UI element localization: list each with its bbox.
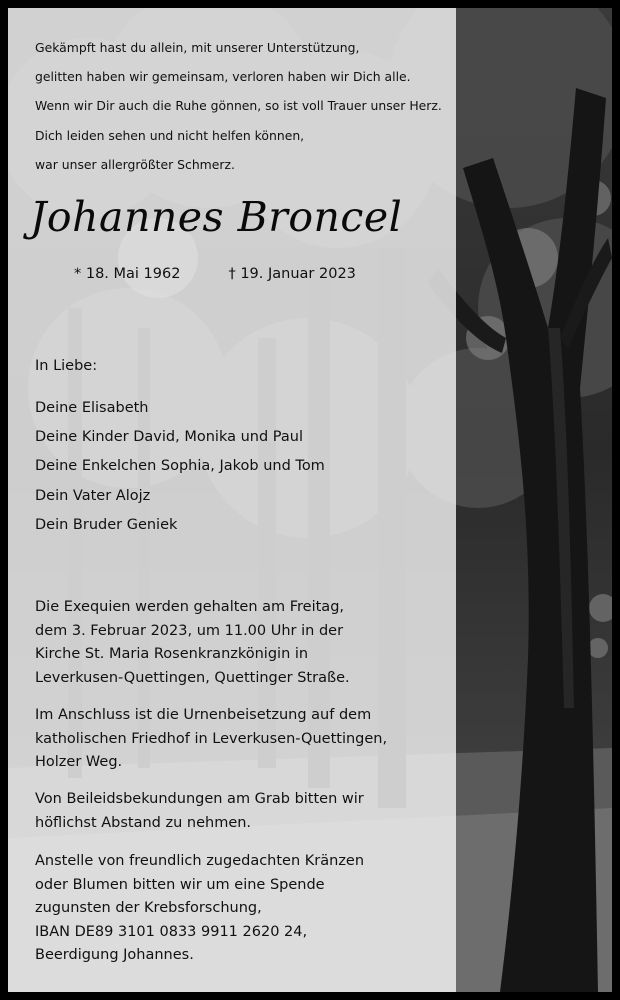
poem-line: Dich leiden sehen und nicht helfen können, <box>35 127 305 143</box>
birth-date: * 18. Mai 1962 <box>74 266 181 282</box>
notice-line: zugunsten der Krebsforschung, <box>35 900 262 917</box>
notice-line: Von Beileidsbekundungen am Grab bitten wir <box>35 791 364 807</box>
death-date: † 19. Januar 2023 <box>228 266 356 282</box>
notice-line: IBAN DE89 3101 0833 9911 2620 24, <box>35 923 308 940</box>
notice-line: dem 3. Februar 2023, um 11.00 Uhr in der <box>35 622 344 639</box>
condolence-notice <box>35 788 364 835</box>
mourners-intro: In Liebe: <box>35 358 98 374</box>
mourner: Dein Vater Alojz <box>35 487 151 504</box>
deceased-name: Johannes Broncel <box>30 193 403 241</box>
poem <box>35 33 442 179</box>
mourners-list <box>35 394 325 540</box>
mourner: Dein Bruder Geniek <box>35 516 178 533</box>
burial-notice <box>35 704 387 775</box>
mourner: Deine Kinder David, Monika und Paul <box>35 429 303 446</box>
notice-line: Beerdigung Johannes. <box>35 947 194 964</box>
funeral-notice <box>35 596 350 690</box>
notice-line: Anstelle von freundlich zugedachten Kränzen <box>35 853 365 869</box>
notice-line: Kirche St. Maria Rosenkranzkönigin in <box>35 646 309 663</box>
notice-line: katholischen Friedhof in Leverkusen-Quettingen, <box>35 730 388 747</box>
notice-line: Leverkusen-Quettingen, Quettinger Straße. <box>35 669 350 686</box>
mourner: Deine Enkelchen Sophia, Jakob und Tom <box>35 458 325 475</box>
donation-notice <box>35 850 364 968</box>
poem-line: war unser allergrößter Schmerz. <box>35 156 235 172</box>
notice-line: Die Exequien werden gehalten am Freitag, <box>35 599 345 615</box>
notice-line: Holzer Weg. <box>35 754 123 771</box>
life-dates <box>74 266 356 282</box>
poem-line: Wenn wir Dir auch die Ruhe gönnen, so ist voll Trauer unser Herz. <box>35 98 442 114</box>
poem-line: Gekämpft hast du allein, mit unserer Unterstützung, <box>35 40 360 55</box>
poem-line: gelitten haben wir gemeinsam, verloren haben wir Dich alle. <box>35 69 411 85</box>
notice-line: Im Anschluss ist die Urnenbeisetzung auf dem <box>35 707 372 723</box>
mourner: Deine Elisabeth <box>35 400 149 416</box>
notice-line: oder Blumen bitten wir um eine Spende <box>35 876 325 893</box>
notice-line: höflichst Abstand zu nehmen. <box>35 814 252 831</box>
